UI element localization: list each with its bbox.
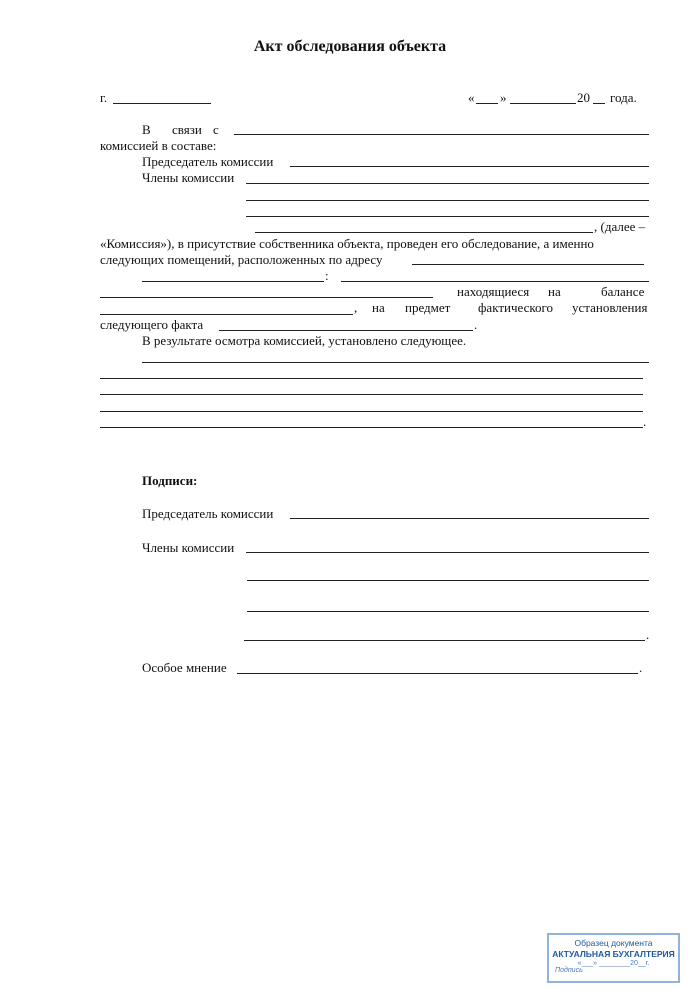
- stamp-line-3: «___» ________20__г.: [577, 960, 650, 967]
- sig-members-period: .: [646, 627, 650, 642]
- premises-field-2[interactable]: [100, 297, 433, 298]
- sig-member-field-3[interactable]: [247, 611, 649, 612]
- date-year-field[interactable]: [593, 103, 605, 104]
- date-close-quote: »: [500, 90, 507, 105]
- word-predmet: предмет: [405, 300, 451, 315]
- p1-word-s: с: [213, 122, 219, 137]
- reason-field[interactable]: [234, 134, 649, 135]
- address-field-2[interactable]: [142, 281, 324, 282]
- dalee-text: , (далее –: [594, 219, 646, 234]
- sig-chair-label: Председатель комиссии: [142, 506, 274, 521]
- sig-member-field-2[interactable]: [247, 580, 649, 581]
- date-open-quote: «: [468, 90, 475, 105]
- chair-label: Председатель комиссии: [142, 154, 274, 169]
- dissent-period: .: [639, 660, 643, 675]
- stamp-line-2: АКТУАЛЬНАЯ БУХГАЛТЕРИЯ: [552, 949, 675, 959]
- date-day-field[interactable]: [476, 103, 498, 104]
- member-field-1[interactable]: [246, 183, 649, 184]
- fact-field[interactable]: [219, 330, 473, 331]
- result-field-5[interactable]: [100, 427, 643, 428]
- sig-members-label: Члены комиссии: [142, 540, 235, 555]
- member-field-2[interactable]: [246, 200, 649, 201]
- fact-label: следующего факта: [100, 317, 204, 332]
- stamp-line-1: Образец документа: [574, 938, 653, 948]
- result-text: В результате осмотра комиссией, установлено следующее.: [142, 333, 467, 348]
- p1-word-v: В: [142, 122, 151, 137]
- member-field-4[interactable]: [255, 232, 593, 233]
- word-fakt: фактического: [478, 300, 554, 315]
- address-field-1[interactable]: [412, 264, 644, 265]
- sig-chair-field[interactable]: [290, 518, 649, 519]
- date-month-field[interactable]: [510, 103, 576, 104]
- result-field-3[interactable]: [100, 394, 643, 395]
- signatures-heading: Подписи:: [142, 473, 198, 488]
- city-field[interactable]: [113, 103, 211, 104]
- date-year-prefix: 20: [577, 90, 590, 105]
- comma: ,: [354, 300, 358, 315]
- stamp-line-4: Подпись: [555, 967, 583, 974]
- member-field-3[interactable]: [246, 216, 649, 217]
- sig-member-field-4[interactable]: [244, 640, 645, 641]
- result-field-2[interactable]: [100, 378, 643, 379]
- sample-stamp: [547, 933, 680, 983]
- word-na2: на: [372, 300, 385, 315]
- fact-period: .: [474, 317, 478, 332]
- chair-field[interactable]: [290, 166, 649, 167]
- members-label: Члены комиссии: [142, 170, 235, 185]
- word-ustanov: установления: [572, 300, 648, 315]
- result-field-1[interactable]: [142, 362, 649, 363]
- word-nahod: находящиеся: [457, 284, 530, 299]
- word-balanse: балансе: [601, 284, 645, 299]
- result-period: .: [643, 414, 647, 429]
- commission-composition-text: комиссией в составе:: [100, 138, 217, 153]
- sig-member-field-1[interactable]: [246, 552, 649, 553]
- premises-text: следующих помещений, расположенных по адресу: [100, 252, 383, 267]
- komissiya-text: «Комиссия»), в присутствие собственника объекта, проведен его обследование, а именно: [100, 236, 594, 251]
- word-na: на: [548, 284, 561, 299]
- premises-field[interactable]: [341, 281, 649, 282]
- p1-word-svyazi: связи: [172, 122, 202, 137]
- dissent-label: Особое мнение: [142, 660, 227, 675]
- dissent-field[interactable]: [237, 673, 638, 674]
- balance-holder-field[interactable]: [100, 314, 353, 315]
- city-prefix: г.: [100, 90, 108, 105]
- document-title: Акт обследования объекта: [253, 38, 447, 55]
- result-field-4[interactable]: [100, 411, 643, 412]
- date-suffix: года.: [610, 90, 637, 105]
- colon: :: [325, 268, 329, 283]
